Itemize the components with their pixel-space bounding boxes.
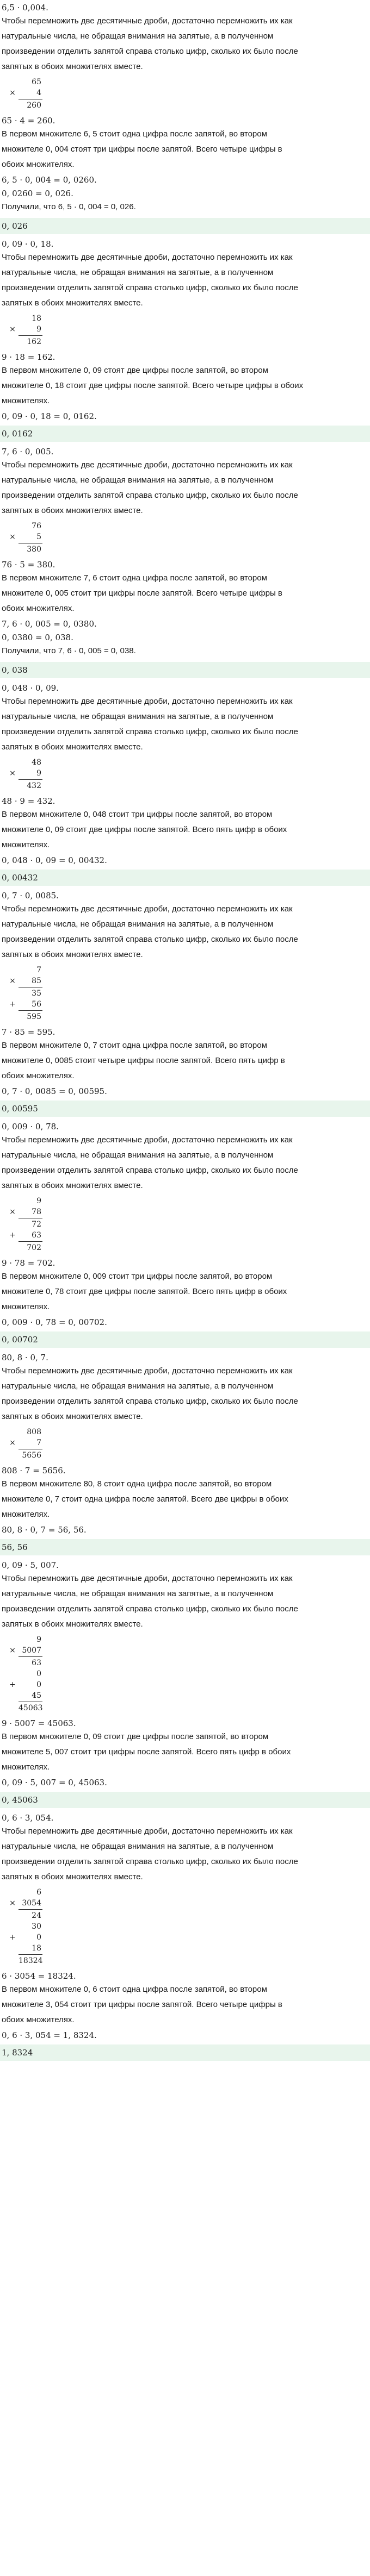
- explanation-line: множителе 0, 18 стоит две цифры после запятой. Всего четыре цифры в обоих: [2, 381, 304, 390]
- multiplicand-row: [7, 1196, 370, 1206]
- problem-section: [0, 1558, 370, 1808]
- explanation-line: множителе 3, 054 стоит три цифры после запятой. Всего четыре цифры в: [2, 2000, 282, 2009]
- multiplier-row: [7, 976, 370, 986]
- result-row: [7, 336, 370, 347]
- step-expression: 0, 0380 = 0, 038.: [2, 633, 73, 642]
- column-result: 380: [27, 545, 41, 554]
- rule-text-line: Чтобы перемножить две десятичные дроби, достаточно перемножить их как: [2, 1574, 293, 1583]
- multiplicand-row: [7, 521, 370, 532]
- partial-row: [7, 1668, 370, 1679]
- column-result: 45063: [18, 1704, 43, 1712]
- task-expression: 7, 6 · 0, 005.: [2, 447, 54, 457]
- step-expression: 6, 5 · 0, 004 = 0, 0260.: [2, 175, 97, 185]
- rule-text-line: запятых в обоих множителях вместе.: [2, 950, 143, 959]
- column-multiplication: [0, 518, 370, 557]
- multiplicand: 808: [27, 1428, 41, 1436]
- plus-sign: +: [9, 1680, 16, 1689]
- problem-section: [0, 1810, 370, 2061]
- step-expression: 0, 0260 = 0, 026.: [2, 189, 73, 198]
- multiplicand: 7: [36, 966, 41, 974]
- rule-text-line: Чтобы перемножить две десятичные дроби, достаточно перемножить их как: [2, 697, 293, 706]
- result-row: [7, 544, 370, 555]
- task-expression: 6,5 · 0,004.: [2, 3, 48, 12]
- task-expression: 0, 6 · 3, 054.: [2, 1813, 54, 1823]
- partial-product: 63: [32, 1659, 41, 1667]
- result-row: [7, 100, 370, 111]
- rule-text-line: Чтобы перемножить две десятичные дроби, достаточно перемножить их как: [2, 460, 293, 470]
- times-sign: ×: [9, 769, 16, 778]
- answer-box: 0, 00432: [0, 870, 370, 886]
- summary-line: Получили, что 6, 5 · 0, 004 = 0, 026.: [2, 202, 136, 211]
- explanation-line: обоих множителях.: [2, 2015, 75, 2024]
- plus-sign: +: [9, 1000, 16, 1009]
- explanation-line: множителе 0, 78 стоит две цифры после запятой. Всего пять цифр в обоих: [2, 1287, 287, 1296]
- multiplicand: 65: [32, 78, 41, 86]
- answer-box: 1, 8324: [0, 2044, 370, 2061]
- partial-product: 45: [32, 1691, 41, 1700]
- column-result: 595: [27, 1012, 41, 1021]
- problem-section: [0, 0, 370, 234]
- product-expression: 6 · 3054 = 18324.: [2, 1971, 76, 1981]
- rule-line: [18, 1954, 42, 1955]
- rule-text-line: натуральные числа, не обращая внимания на запятые, а в полученном: [2, 32, 274, 41]
- product-expression: 9 · 78 = 702.: [2, 1258, 55, 1268]
- rule-text-line: запятых в обоих множителях вместе.: [2, 1872, 143, 1881]
- rule-text-line: Чтобы перемножить две десятичные дроби, достаточно перемножить их как: [2, 16, 293, 26]
- explanation-line: В первом множителе 7, 6 стоит одна цифра после запятой, во втором: [2, 573, 267, 583]
- rule-text-line: произведении отделить запятой справа столько цифр, сколько их было после: [2, 491, 298, 500]
- problem-section: [0, 1119, 370, 1348]
- multiplicand: 76: [32, 522, 41, 530]
- rule-line: [18, 1656, 42, 1657]
- times-sign: ×: [9, 1899, 16, 1908]
- multiplier-row: [7, 1645, 370, 1656]
- rule-text-line: натуральные числа, не обращая внимания на запятые, а в полученном: [2, 268, 274, 277]
- answer-box: 0, 00595: [0, 1101, 370, 1117]
- explanation-line: множителях.: [2, 1302, 50, 1311]
- explanation-line: В первом множителе 0, 09 стоят две цифры после запятой, во втором: [2, 366, 268, 375]
- explanation-line: множителе 0, 005 стоит три цифры после запятой. Всего четыре цифры в: [2, 589, 282, 598]
- rule-text-line: произведении отделить запятой справа столько цифр, сколько их было после: [2, 727, 298, 736]
- rule-text-line: Чтобы перемножить две десятичные дроби, достаточно перемножить их как: [2, 1366, 293, 1375]
- answer-box: 0, 0162: [0, 426, 370, 442]
- product-expression: 808 · 7 = 5656.: [2, 1466, 66, 1475]
- explanation-line: В первом множителе 0, 09 стоит две цифры после запятой, во втором: [2, 1732, 269, 1741]
- rule-text-line: произведении отделить запятой справа столько цифр, сколько их было после: [2, 1604, 298, 1614]
- rule-text-line: произведении отделить запятой справа столько цифр, сколько их было после: [2, 1857, 298, 1866]
- partial-row: [7, 1690, 370, 1701]
- explanation-line: множителях.: [2, 1762, 50, 1772]
- rule-text-line: Чтобы перемножить две десятичные дроби, достаточно перемножить их как: [2, 253, 293, 262]
- multiplier: 85: [32, 977, 41, 985]
- answer-box: 0, 00702: [0, 1331, 370, 1348]
- rule-text-line: запятых в обоих множителях вместе.: [2, 62, 143, 71]
- explanation-line: множителе 0, 0085 стоит четыре цифры после запятой. Всего пять цифр в: [2, 1056, 285, 1065]
- multiplicand: 9: [36, 1197, 41, 1205]
- explanation-line: В первом множителе 0, 7 стоит одна цифра после запятой, во втором: [2, 1041, 267, 1050]
- problem-section: [0, 888, 370, 1117]
- problem-section: [0, 236, 370, 442]
- multiplier: 4: [36, 89, 41, 97]
- column-result: 18324: [18, 1956, 43, 1965]
- partial-row: [7, 1921, 370, 1932]
- rule-text-line: произведении отделить запятой справа столько цифр, сколько их было после: [2, 283, 298, 292]
- partial-product: 18: [32, 1944, 41, 1953]
- rule-text-line: натуральные числа, не обращая внимания на запятые, а в полученном: [2, 476, 274, 485]
- rule-text-line: Чтобы перемножить две десятичные дроби, достаточно перемножить их как: [2, 904, 293, 914]
- product-expression: 9 · 18 = 162.: [2, 352, 55, 362]
- answer-box: 0, 45063: [0, 1792, 370, 1808]
- explanation-line: В первом множителе 80, 8 стоит одна цифра после запятой, во втором: [2, 1479, 272, 1489]
- explanation-line: В первом множителе 0, 009 стоит три цифры после запятой, во втором: [2, 1272, 273, 1281]
- explanation-line: В первом множителе 6, 5 стоит одна цифра после запятой, во втором: [2, 129, 267, 139]
- task-expression: 0, 09 · 0, 18.: [2, 239, 54, 249]
- answer-box: 0, 038: [0, 662, 370, 678]
- multiplier: 9: [36, 325, 41, 334]
- partial-row: [7, 1230, 370, 1241]
- explanation-line: множителе 5, 007 стоит три цифры после запятой. Всего пять цифр в обоих: [2, 1747, 291, 1756]
- rule-text-line: натуральные числа, не обращая внимания на запятые, а в полученном: [2, 1151, 274, 1160]
- rule-line: [18, 335, 42, 336]
- step-expression: 0, 009 · 0, 78 = 0, 00702.: [2, 1317, 107, 1327]
- multiplicand: 18: [32, 314, 41, 323]
- multiplicand-row: [7, 77, 370, 87]
- partial-product: 24: [32, 1911, 41, 1920]
- multiplier-row: [7, 532, 370, 542]
- rule-text-line: натуральные числа, не обращая внимания на запятые, а в полученном: [2, 1589, 274, 1598]
- explanation-line: множителях.: [2, 1510, 50, 1519]
- answer-box: 0, 026: [0, 218, 370, 234]
- column-result: 162: [27, 337, 41, 346]
- result-row: [7, 1011, 370, 1022]
- times-sign: ×: [9, 533, 16, 541]
- rule-text-line: Чтобы перемножить две десятичные дроби, достаточно перемножить их как: [2, 1135, 293, 1145]
- multiplier: 3054: [22, 1899, 41, 1908]
- partial-product: 0: [36, 1933, 41, 1942]
- partial-row: [7, 1658, 370, 1668]
- multiplier: 7: [36, 1439, 41, 1447]
- times-sign: ×: [9, 977, 16, 985]
- rule-line: [18, 1010, 42, 1011]
- summary-line: Получили, что 7, 6 · 0, 005 = 0, 038.: [2, 646, 136, 655]
- rule-text-line: Чтобы перемножить две десятичные дроби, достаточно перемножить их как: [2, 1827, 293, 1836]
- task-expression: 0, 048 · 0, 09.: [2, 683, 59, 693]
- rule-text-line: натуральные числа, не обращая внимания на запятые, а в полученном: [2, 1842, 274, 1851]
- multiplier-row: [7, 768, 370, 779]
- partial-product: 0: [36, 1670, 41, 1678]
- step-expression: 0, 09 · 5, 007 = 0, 45063.: [2, 1778, 107, 1787]
- result-row: [7, 1242, 370, 1253]
- rule-text-line: запятых в обоих множителях вместе.: [2, 742, 143, 752]
- column-multiplication: [0, 1632, 370, 1716]
- rule-text-line: произведении отделить запятой справа столько цифр, сколько их было после: [2, 1397, 298, 1406]
- explanation-line: В первом множителе 0, 6 стоит одна цифра после запятой, во втором: [2, 1985, 267, 1994]
- multiplier-row: [7, 1437, 370, 1448]
- partial-row: [7, 1910, 370, 1921]
- rule-text-line: произведении отделить запятой справа столько цифр, сколько их было после: [2, 1166, 298, 1175]
- problem-section: [0, 444, 370, 678]
- explanation-line: обоих множителях.: [2, 604, 75, 613]
- multiplicand-row: [7, 1887, 370, 1898]
- times-sign: ×: [9, 1208, 16, 1216]
- rule-text-line: натуральные числа, не обращая внимания на запятые, а в полученном: [2, 1381, 274, 1391]
- rule-line: [18, 779, 42, 780]
- multiplier-row: [7, 87, 370, 98]
- multiplicand-row: [7, 757, 370, 768]
- multiplier: 5007: [22, 1646, 41, 1655]
- rule-text-line: запятых в обоих множителях вместе.: [2, 506, 143, 515]
- partial-product: 35: [32, 989, 41, 998]
- step-expression: 0, 7 · 0, 0085 = 0, 00595.: [2, 1086, 107, 1096]
- product-expression: 76 · 5 = 380.: [2, 560, 55, 570]
- multiplier: 5: [36, 533, 41, 541]
- multiplicand-row: [7, 1427, 370, 1437]
- result-row: [7, 1955, 370, 1966]
- partial-product: 72: [32, 1220, 41, 1229]
- rule-text-line: запятых в обоих множителях вместе.: [2, 298, 143, 308]
- multiplier: 78: [32, 1208, 41, 1216]
- partial-row: [7, 988, 370, 999]
- explanation-line: В первом множителе 0, 048 стоит три цифры после запятой, во втором: [2, 810, 273, 819]
- partial-row: [7, 1219, 370, 1230]
- multiplicand: 6: [36, 1888, 41, 1897]
- task-expression: 0, 7 · 0, 0085.: [2, 891, 59, 901]
- step-expression: 80, 8 · 0, 7 = 56, 56.: [2, 1525, 87, 1535]
- multiplier-row: [7, 1898, 370, 1909]
- partial-row: [7, 1943, 370, 1954]
- multiplicand-row: [7, 313, 370, 324]
- times-sign: ×: [9, 1439, 16, 1447]
- explanation-line: множителе 0, 09 стоит две цифры после запятой. Всего пять цифр в обоих: [2, 825, 287, 834]
- rule-text-line: запятых в обоих множителях вместе.: [2, 1620, 143, 1629]
- rule-text-line: натуральные числа, не обращая внимания на запятые, а в полученном: [2, 920, 274, 929]
- step-expression: 0, 048 · 0, 09 = 0, 00432.: [2, 855, 107, 865]
- task-expression: 80, 8 · 0, 7.: [2, 1353, 48, 1362]
- product-expression: 48 · 9 = 432.: [2, 796, 55, 806]
- rule-text-line: произведении отделить запятой справа столько цифр, сколько их было после: [2, 935, 298, 944]
- column-multiplication: [0, 311, 370, 349]
- column-multiplication: [0, 1193, 370, 1255]
- times-sign: ×: [9, 89, 16, 97]
- result-row: [7, 1450, 370, 1461]
- partial-product: 30: [32, 1922, 41, 1931]
- multiplier: 9: [36, 769, 41, 778]
- partial-row: [7, 999, 370, 1010]
- problem-section: [0, 1350, 370, 1555]
- rule-text-line: запятых в обоих множителях вместе.: [2, 1181, 143, 1190]
- multiplicand: 9: [36, 1635, 41, 1644]
- times-sign: ×: [9, 1646, 16, 1655]
- multiplier-row: [7, 1206, 370, 1217]
- column-multiplication: [0, 962, 370, 1024]
- column-result: 702: [27, 1243, 41, 1252]
- partial-product: 0: [36, 1680, 41, 1689]
- multiplier-row: [7, 324, 370, 335]
- rule-text-line: натуральные числа, не обращая внимания на запятые, а в полученном: [2, 712, 274, 721]
- problem-section: [0, 680, 370, 886]
- column-multiplication: [0, 1885, 370, 1968]
- multiplicand: 48: [32, 758, 41, 767]
- product-expression: 9 · 5007 = 45063.: [2, 1718, 76, 1728]
- result-row: [7, 1703, 370, 1714]
- column-result: 260: [27, 101, 41, 110]
- rule-text-line: запятых в обоих множителях вместе.: [2, 1412, 143, 1421]
- step-expression: 0, 6 · 3, 054 = 1, 8324.: [2, 2030, 97, 2040]
- explanation-line: обоих множителях.: [2, 1071, 75, 1080]
- answer-box: 56, 56: [0, 1539, 370, 1555]
- multiplicand-row: [7, 1634, 370, 1645]
- partial-row: [7, 1932, 370, 1943]
- times-sign: ×: [9, 325, 16, 334]
- explanation-line: множителе 0, 004 стоят три цифры после запятой. Всего четыре цифры в: [2, 145, 282, 154]
- explanation-line: множителях.: [2, 840, 50, 849]
- rule-text-line: произведении отделить запятой справа столько цифр, сколько их было после: [2, 47, 298, 56]
- plus-sign: +: [9, 1231, 16, 1240]
- multiplicand-row: [7, 965, 370, 976]
- task-expression: 0, 009 · 0, 78.: [2, 1122, 59, 1131]
- plus-sign: +: [9, 1933, 16, 1942]
- task-expression: 0, 09 · 5, 007.: [2, 1560, 59, 1570]
- partial-product: 63: [32, 1231, 41, 1240]
- product-expression: 7 · 85 = 595.: [2, 1027, 55, 1037]
- column-multiplication: [0, 1424, 370, 1463]
- result-row: [7, 780, 370, 791]
- step-expression: 0, 09 · 0, 18 = 0, 0162.: [2, 411, 97, 421]
- rule-line: [18, 1909, 42, 1910]
- column-multiplication: [0, 755, 370, 793]
- explanation-line: обоих множителях.: [2, 160, 75, 169]
- step-expression: 7, 6 · 0, 005 = 0, 0380.: [2, 619, 97, 629]
- column-result: 5656: [22, 1451, 41, 1460]
- explanation-line: множителе 0, 7 стоит одна цифра после запятой. Всего две цифры в обоих: [2, 1495, 288, 1504]
- partial-product: 56: [32, 1000, 41, 1009]
- product-expression: 65 · 4 = 260.: [2, 116, 55, 126]
- partial-row: [7, 1679, 370, 1690]
- column-result: 432: [27, 781, 41, 790]
- rule-line: [18, 1241, 42, 1242]
- explanation-line: множителях.: [2, 396, 50, 405]
- column-multiplication: [0, 74, 370, 113]
